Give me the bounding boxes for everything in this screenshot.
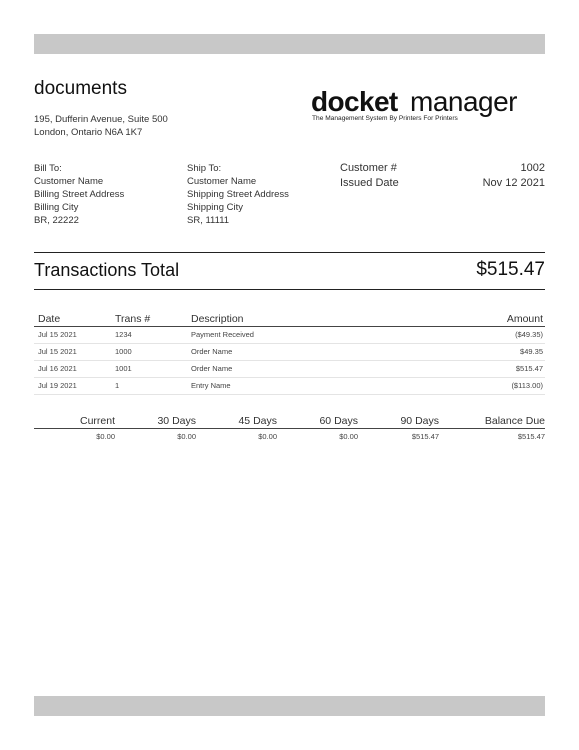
row-description: Order Name [191,347,233,356]
row-description: Entry Name [191,381,231,390]
col-amount-header: Amount [506,313,543,325]
aging-balance-due-value: $515.47 [517,432,545,441]
ship-to-region: SR, 11111 [187,215,230,226]
company-name: documents [34,78,127,99]
bill-to-region: BR, 22222 [34,215,79,226]
row-amount: $515.47 [515,364,543,373]
row-trans: 1000 [115,347,132,356]
row-amount: $49.35 [520,347,543,356]
docketmanager-logo [311,87,526,127]
invoice-meta [340,161,545,191]
customer-number-value: 1002 [520,162,545,174]
aging-header [34,414,545,429]
issued-date-label: Issued Date [340,177,399,189]
table-row [34,327,545,344]
col-description-header: Description [191,313,244,325]
row-date: Jul 19 2021 [38,381,77,390]
transactions-table [34,312,545,395]
bill-to-city: Billing City [34,202,79,213]
col-trans-header: Trans # [115,313,151,325]
bill-to-block [34,162,124,227]
logo-tagline: The Management System By Printers For Printers [312,115,458,122]
col-date-header: Date [38,313,61,325]
footer-bar [34,696,545,716]
aging-30-days-header: 30 Days [157,415,196,427]
customer-number-row [340,161,545,176]
row-trans: 1001 [115,364,132,373]
aging-60-days-value: $0.00 [339,432,358,441]
logo-word-light: manager [410,87,518,117]
aging-values-row [34,429,545,444]
row-amount: ($113.00) [511,381,543,390]
ship-to-city: Shipping City [187,202,243,213]
table-row [34,344,545,361]
ship-to-block [187,162,289,227]
row-date: Jul 16 2021 [38,364,77,373]
aging-30-days-value: $0.00 [177,432,196,441]
aging-45-days-header: 45 Days [238,415,277,427]
bill-to-name: Customer Name [34,176,104,187]
transactions-total-label: Transactions Total [34,260,180,280]
row-date: Jul 15 2021 [38,330,77,339]
aging-45-days-value: $0.00 [258,432,277,441]
issued-date-row [340,176,545,191]
aging-90-days-value: $515.47 [411,432,439,441]
customer-number-label: Customer # [340,162,397,174]
table-row [34,361,545,378]
aging-current-value: $0.00 [96,432,115,441]
aging-90-days-header: 90 Days [400,415,439,427]
aging-summary-table [34,414,545,444]
bill-to-label: Bill To: [34,163,62,174]
ship-to-name: Customer Name [187,176,257,187]
summary-bottom-rule [34,289,545,290]
header-bar [34,34,545,54]
address-line-1: 195, Dufferin Avenue, Suite 500 [34,114,168,125]
summary-top-rule [34,252,545,253]
logo-word-bold: docket [311,87,398,117]
row-trans: 1 [115,381,120,390]
address-line-2: London, Ontario N6A 1K7 [34,127,143,138]
ship-to-label: Ship To: [187,163,222,174]
aging-balance-due-header: Balance Due [484,415,545,427]
issued-date-value: Nov 12 2021 [482,177,545,189]
ship-to-street: Shipping Street Address [187,189,289,200]
row-description: Order Name [191,364,233,373]
row-trans: 1234 [115,330,132,339]
row-description: Payment Received [191,330,254,339]
aging-60-days-header: 60 Days [319,415,358,427]
transactions-total-value: $515.47 [476,259,545,280]
aging-current-header: Current [79,415,115,427]
bill-to-street: Billing Street Address [34,189,125,200]
transactions-header [34,312,545,327]
table-row [34,378,545,395]
row-amount: ($49.35) [515,330,543,339]
row-date: Jul 15 2021 [38,347,77,356]
company-address [34,113,168,139]
